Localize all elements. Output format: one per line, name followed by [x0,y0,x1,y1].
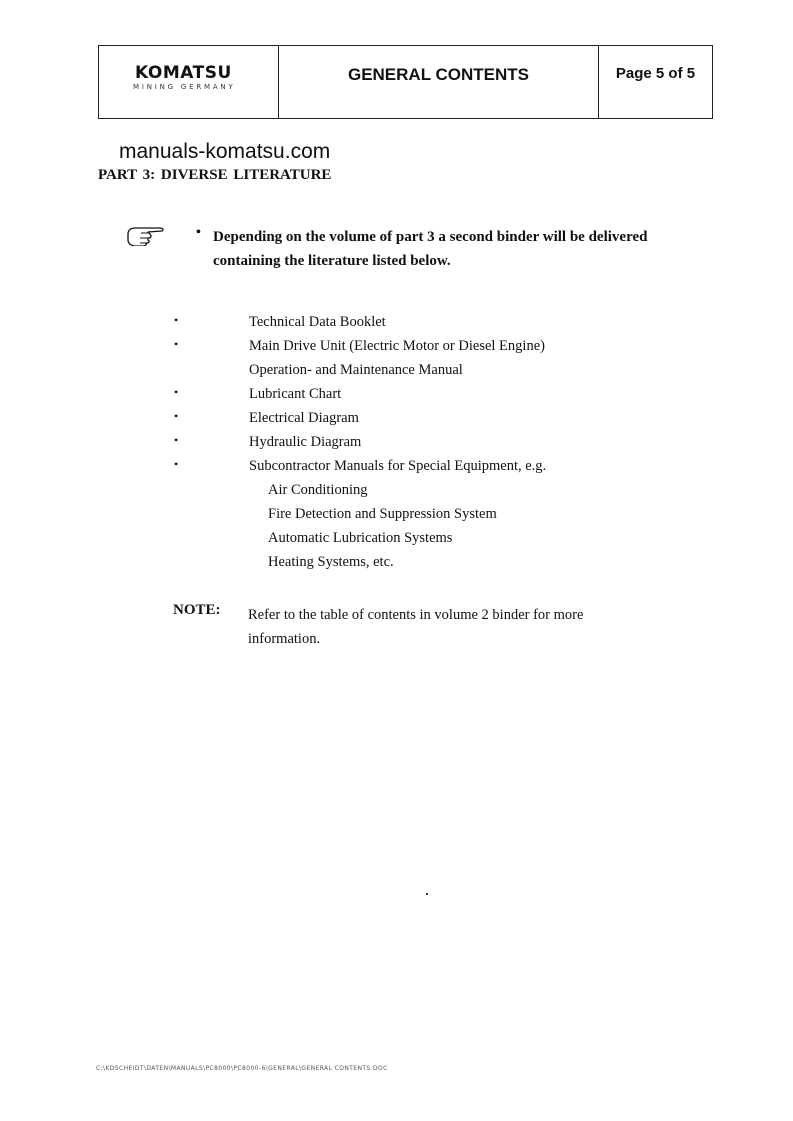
watermark-link[interactable]: manuals-komatsu.com [119,140,331,163]
callout-bullet: • [196,225,201,240]
list-item [0,432,793,456]
list-item-label: Operation- and Maintenance Manual [249,362,463,378]
note-text: Refer to the table of contents in volume 2 binder for more information. [248,607,584,647]
callout-text: Depending on the volume of part 3 a second binder will be delivered containing the literature listed below. [213,229,648,269]
pointing-hand-icon [126,224,166,246]
list-item [0,480,793,504]
document-header [98,45,713,119]
scan-speck [426,893,428,895]
footer-file-path: C:\KDSCHEIDT\DATEN\MANUALS\PC8000\PC8000-6\GENERAL\GENERAL CONTENTS.DOC [96,1065,388,1072]
komatsu-logo: KOMATSU [135,63,232,83]
list-item [0,408,793,432]
list-item [0,312,793,336]
title-cell [279,46,599,118]
list-item [0,336,793,360]
list-item [0,528,793,552]
list-item-label: Subcontractor Manuals for Special Equipment, e.g. [249,458,547,474]
logo-subtext: MINING GERMANY [133,83,236,91]
list-item [0,552,793,576]
list-item-label: Lubricant Chart [249,386,342,402]
list-item-label: Electrical Diagram [249,410,359,426]
list-item [0,456,793,480]
part-heading: PART 3: DIVERSE LITERATURE [98,167,332,183]
list-item-label: Hydraulic Diagram [249,434,362,450]
note-label: NOTE: [173,602,221,618]
document-title: GENERAL CONTENTS [347,65,530,84]
page-cell [599,46,712,118]
list-item-label: Technical Data Booklet [249,314,386,330]
list-bullet: • [174,457,179,471]
list-item-label: Heating Systems, etc. [268,554,394,570]
page-number: Page 5 of 5 [615,65,696,82]
list-item [0,360,793,384]
list-bullet: • [174,385,179,399]
list-item-label: Air Conditioning [268,482,368,498]
list-item [0,384,793,408]
logo-cell [99,46,279,118]
list-bullet: • [174,313,179,327]
list-bullet: • [174,433,179,447]
list-item-label: Automatic Lubrication Systems [268,530,453,546]
list-item-label: Fire Detection and Suppression System [268,506,497,522]
list-bullet: • [174,409,179,423]
list-item [0,504,793,528]
list-item-label: Main Drive Unit (Electric Motor or Diesel Engine) [249,338,545,354]
list-bullet: • [174,337,179,351]
literature-list [0,312,793,576]
